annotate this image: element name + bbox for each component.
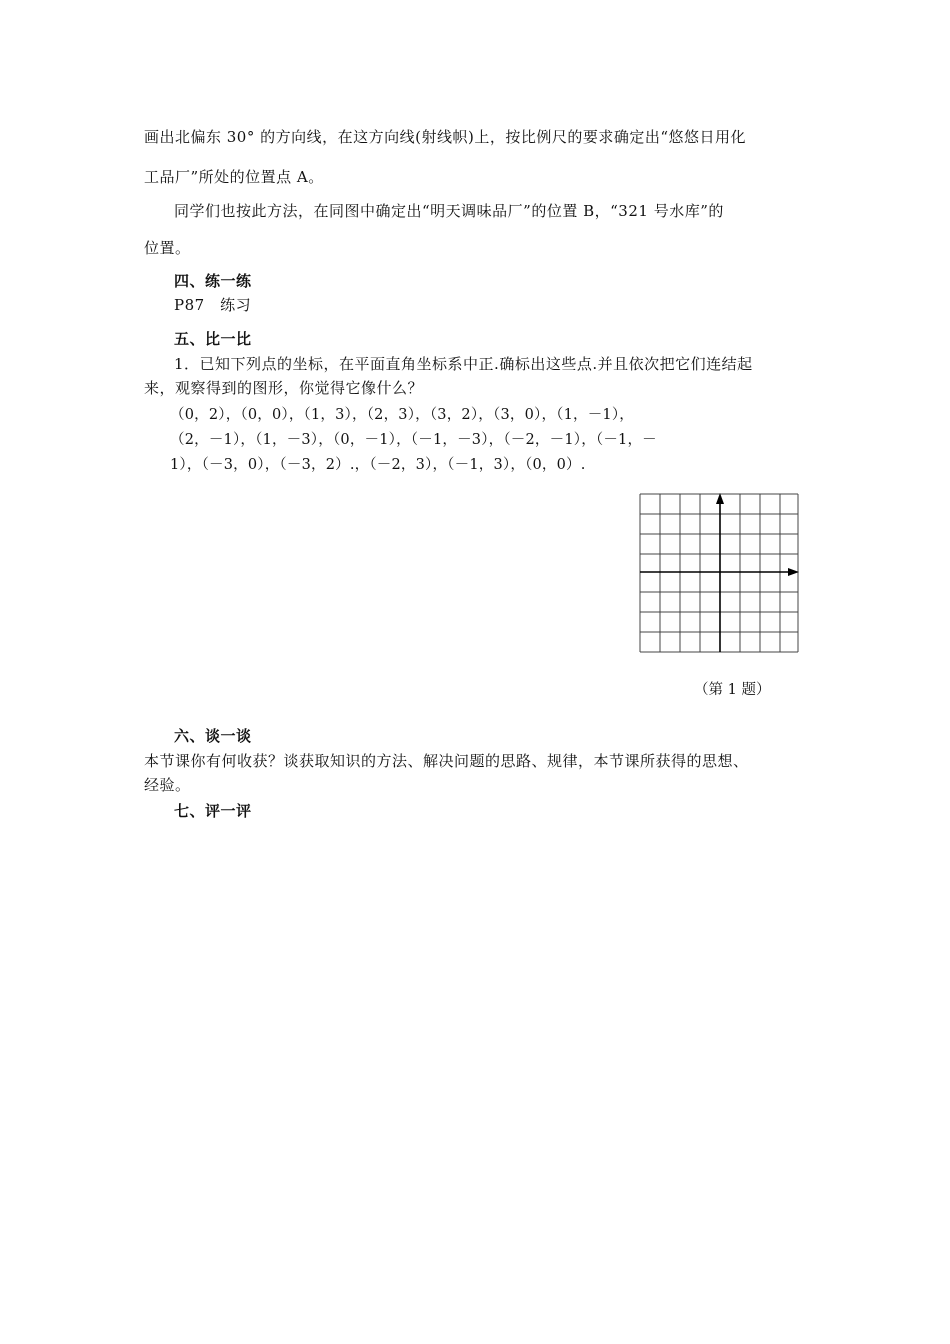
- section-6-text-line-1: 本节课你有何收获？谈获取知识的方法、解决问题的思路、规律，本节课所获得的思想、: [144, 752, 749, 770]
- intro-line-4: 位置。: [144, 239, 191, 257]
- section-7-heading: 七、评一评: [174, 802, 252, 820]
- section-4-text: P87 练习: [174, 296, 252, 314]
- coordinates-line-2: （2，－1），（1，－3），（0，－1），（－1，－3），（－2，－1），（－1，－: [170, 432, 657, 448]
- intro-line-1: 画出北偏东 30° 的方向线，在这方向线(射线帜)上，按比例尺的要求确定出“悠悠日用化: [144, 128, 746, 146]
- coordinates-line-1: （0，2），（0，0），（1，3），（2，3），（3，2），（3，0），（1，－1），: [170, 407, 635, 423]
- intro-line-2: 工品厂”所处的位置点 A。: [144, 168, 324, 186]
- section-5-heading: 五、比一比: [174, 330, 252, 348]
- problem-1-line-1: 1．已知下列点的坐标，在平面直角坐标系中正.确标出这些点.并且依次把它们连结起: [174, 355, 753, 373]
- section-6-heading: 六、谈一谈: [174, 727, 252, 745]
- problem-1-line-2: 来，观察得到的图形，你觉得它像什么？: [144, 379, 424, 397]
- grid-lines: [640, 494, 798, 652]
- x-axis-arrow-icon: [788, 568, 799, 576]
- figure-caption: （第 1 题）: [694, 682, 771, 698]
- intro-line-3: 同学们也按此方法，在同图中确定出“明天调味品厂”的位置 B，“321 号水库”的: [174, 202, 724, 220]
- section-6-text-line-2: 经验。: [144, 776, 191, 794]
- coordinates-line-3: 1），（－3，0），（－3，2）.，（－2，3），（－1，3），（0，0）.: [170, 457, 586, 473]
- section-4-heading: 四、练一练: [174, 272, 252, 290]
- coordinate-grid-figure: [636, 492, 802, 656]
- y-axis-arrow-icon: [716, 493, 724, 504]
